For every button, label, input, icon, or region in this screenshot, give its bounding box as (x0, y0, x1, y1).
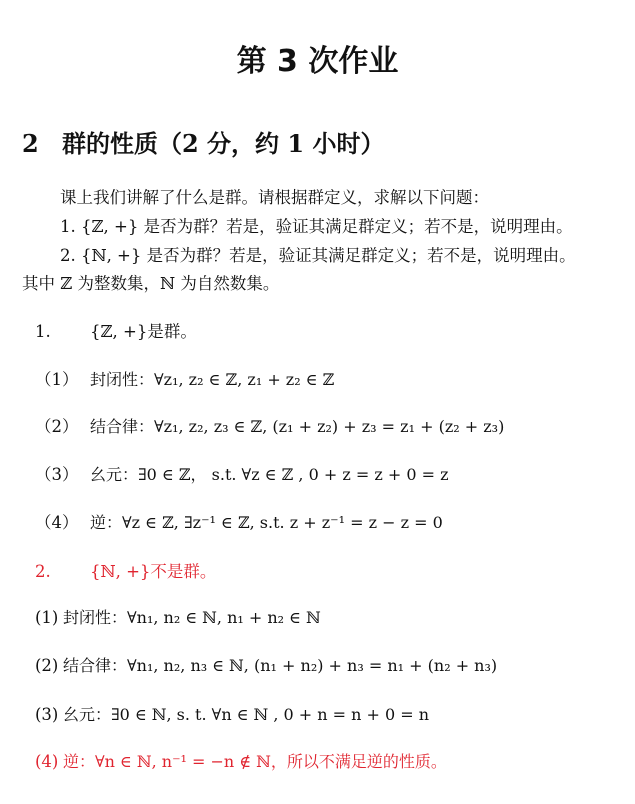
answer-1-number: 1. (35, 322, 51, 341)
item-label: (4) (35, 752, 59, 771)
item-label: （4） (35, 513, 79, 532)
answer-2-item (35, 653, 497, 676)
answer-2-text: {ℕ, +}不是群。 (90, 562, 217, 581)
question-1: 1. {ℤ, +} 是否为群？若是，验证其满足群定义；若不是，说明理由。 (60, 217, 573, 236)
answer-1-item (35, 461, 449, 485)
section-number: 2 (22, 129, 39, 158)
item-label: (2) (35, 656, 59, 675)
page-title: 第 3 次作业 (236, 44, 399, 79)
answer-2-item (35, 702, 429, 725)
section-title: 群的性质（2 分，约 1 小时） (62, 129, 385, 158)
answer-1-text: {ℤ, +}是群。 (90, 322, 197, 341)
item-label: (3) (35, 705, 59, 724)
section-heading (22, 124, 384, 159)
intro-line: 课上我们讲解了什么是群。请根据群定义，求解以下问题： (60, 188, 489, 207)
item-label: (1) (35, 608, 59, 627)
item-text: 逆：∀n ∈ ℕ, n⁻¹ = −n ∉ ℕ，所以不满足逆的性质。 (63, 752, 447, 771)
answer-1-item (35, 509, 443, 533)
item-text: 结合律：∀z₁, z₂, z₃ ∈ ℤ, (z₁ + z₂) + z₃ = z₁ + (z₂ + z₃) (90, 417, 505, 436)
item-text: 幺元：∃0 ∈ ℤ， s.t. ∀z ∈ ℤ , 0 + z = z + 0 = z (90, 465, 449, 484)
item-text: 封闭性：∀z₁, z₂ ∈ ℤ, z₁ + z₂ ∈ ℤ (90, 370, 335, 389)
item-text: 结合律：∀n₁, n₂, n₃ ∈ ℕ, (n₁ + n₂) + n₃ = n₁ + (n₂ + n₃) (63, 656, 498, 675)
answer-1-item (35, 413, 504, 437)
answer-1-item (35, 366, 334, 390)
answer-2-header (35, 558, 216, 582)
item-text: 封闭性：∀n₁, n₂ ∈ ℕ, n₁ + n₂ ∈ ℕ (63, 608, 321, 627)
item-text: 逆：∀z ∈ ℤ, ∃z⁻¹ ∈ ℤ, s.t. z + z⁻¹ = z − z = 0 (90, 513, 443, 532)
item-text: 幺元：∃0 ∈ ℕ, s. t. ∀n ∈ ℕ , 0 + n = n + 0 = n (63, 705, 430, 724)
intro-note: 其中 ℤ 为整数集，ℕ 为自然数集。 (22, 274, 280, 293)
answer-2-number: 2. (35, 562, 51, 581)
question-2: 2. {ℕ, +} 是否为群？若是，验证其满足群定义；若不是，说明理由。 (60, 246, 576, 265)
answer-2-item (35, 749, 447, 772)
item-label: （1） (35, 370, 79, 389)
answer-2-item (35, 605, 321, 628)
item-label: （3） (35, 465, 79, 484)
item-label: （2） (35, 417, 79, 436)
answer-1-header (35, 318, 197, 342)
